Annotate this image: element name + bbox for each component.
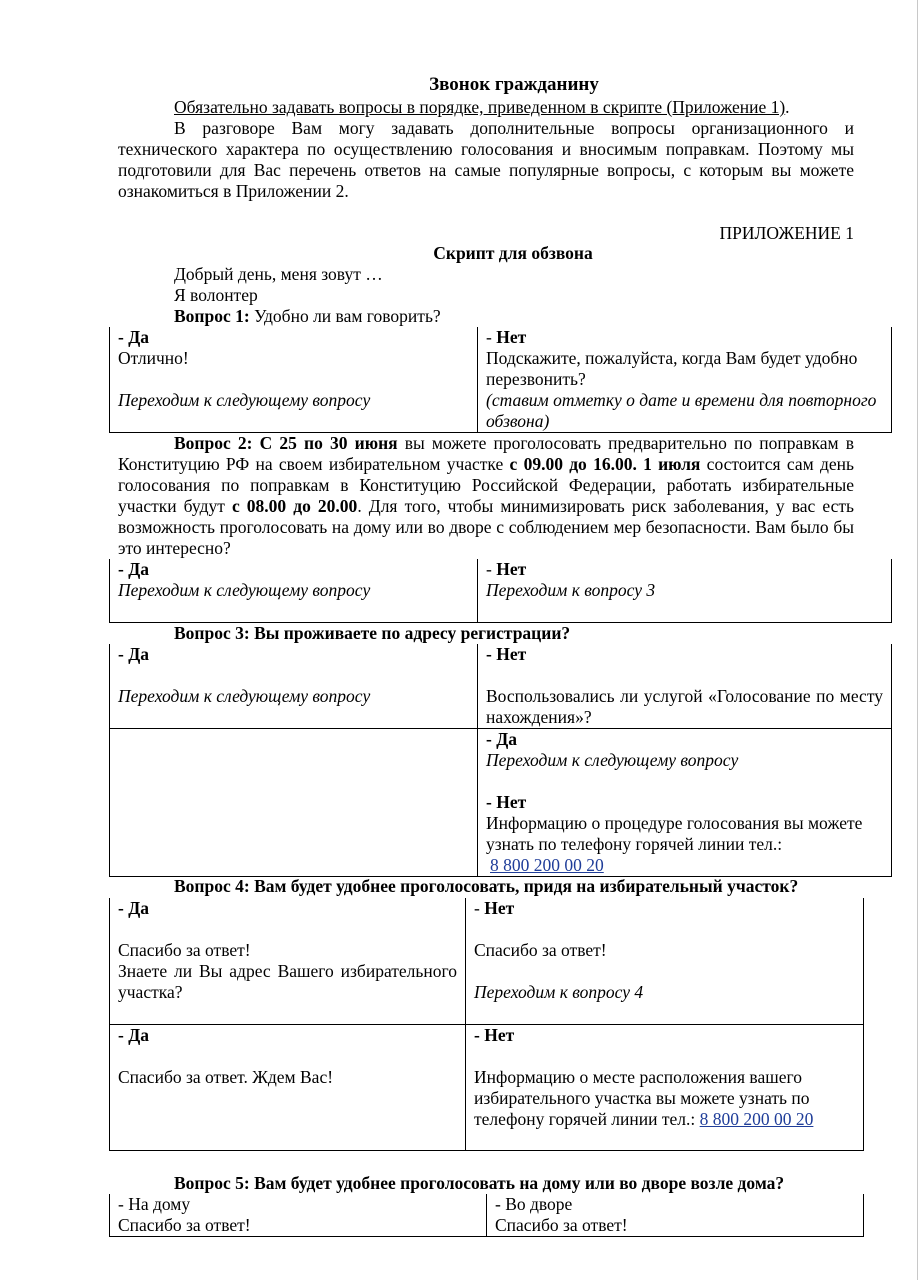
intro-instruction <box>118 97 854 118</box>
q3-sub-no-reply: Информацию о процедуре голосования вы можете узнать по телефону горячей линии тел.: <box>486 813 863 854</box>
q4-hotline-link[interactable]: 8 800 200 00 20 <box>699 1108 814 1129</box>
q3-sub-yes-label: - Да <box>486 729 517 749</box>
q1-no-action: (ставим отметку о дате и времени для повторного обзвона) <box>486 390 877 431</box>
q1-yes-cell <box>110 327 478 433</box>
q3-sub-no-label: - Нет <box>486 792 527 812</box>
question-2-text-1: вы можете проголосовать предварительно по поправкам в Конституцию РФ на своем избирательном участке <box>118 433 854 474</box>
q2-yes-label: - Да <box>118 559 149 579</box>
appendix-label: ПРИЛОЖЕНИЕ 1 <box>719 223 854 243</box>
q4-sub-no-label: - Нет <box>474 1024 515 1045</box>
q4-no-prefix: - <box>474 898 485 918</box>
question-2-text-2: состоится сам день голосования по поправкам в Конституцию Российской Федерации, работать избирательные участки будут <box>118 454 854 516</box>
q4-sub-no-cell <box>466 1024 864 1150</box>
q1-yes-label: - Да <box>118 327 149 347</box>
q3-hotline-link[interactable]: 8 800 200 00 20 <box>490 855 604 875</box>
question-2-text-3: . Для того, чтобы минимизировать риск заболевания, у вас есть возможность проголосовать на дому или во дворе с соблюдением мер безопасности. Вам было бы это интересно? <box>118 496 854 558</box>
q3-empty-cell <box>110 729 478 877</box>
intro-instruction-end: . <box>785 97 790 117</box>
question-2-table <box>109 559 892 623</box>
q4-sub-yes-cell <box>110 1024 466 1150</box>
q2-yes-action: Переходим к следующему вопросу <box>118 580 371 600</box>
document-title: Звонок гражданину <box>429 74 599 95</box>
q2-no-label: Нет <box>496 559 527 579</box>
q3-yes-label: - Да <box>118 644 149 664</box>
q4-sub-yes-label: - Да <box>118 1024 149 1045</box>
q1-no-cell <box>478 327 892 433</box>
q5-home-cell <box>110 1194 487 1237</box>
q4-sub-no-reply <box>474 1067 855 1130</box>
q4-no-label: Нет <box>484 898 515 918</box>
q5-home-reply: Спасибо за ответ! <box>118 1215 251 1235</box>
q4-sub-no-reply-text: Информацию о месте расположения вашего избирательного участка вы можете узнать по телефону горячей линии тел.: <box>474 1066 810 1129</box>
intro-paragraph: В разговоре Вам могу задавать дополнительные вопросы организационного и технического характера по осуществлению голосования и вносимым поправкам. Поэтому мы подготовили для Вас перечень ответов на самые популярные вопросы, с которым вы можете ознакомиться в Приложении 2. <box>118 118 854 201</box>
q3-sub-yes-action: Переходим к следующему вопросу <box>486 750 739 770</box>
q4-no-cell <box>466 898 864 1024</box>
q1-yes-action: Переходим к следующему вопросу <box>118 390 371 410</box>
q4-sub-yes-reply: Спасибо за ответ. Ждем Вас! <box>118 1066 334 1087</box>
script-title: Скрипт для обзвона <box>433 243 593 263</box>
question-1-table <box>109 327 892 433</box>
intro-instruction-text: Обязательно задавать вопросы в порядке, приведенном в скрипте (Приложение 1) <box>174 97 786 117</box>
q4-no-action: Переходим к вопросу 4 <box>474 982 644 1002</box>
q4-yes-reply-1: Спасибо за ответ! <box>118 940 251 960</box>
q2-no-prefix: - <box>486 559 497 579</box>
q5-yard-label: - Во дворе <box>495 1194 573 1214</box>
question-2-bold-1: с 09.00 до 16.00. 1 июля <box>509 454 701 474</box>
greeting-line: Добрый день, меня зовут … <box>174 264 383 284</box>
question-3: Вопрос 3: Вы проживаете по адресу регистрации? <box>174 623 571 643</box>
q3-no-reply: Воспользовались ли услугой «Голосование по месту нахождения»? <box>486 686 883 727</box>
q1-yes-reply: Отлично! <box>118 348 189 368</box>
q1-no-reply: Подскажите, пожалуйста, когда Вам будет удобно перезвонить? <box>486 348 858 389</box>
question-1-label: Вопрос 1: <box>174 306 250 326</box>
q4-yes-label: - Да <box>118 898 149 918</box>
question-1 <box>174 306 441 327</box>
q3-sub-cell <box>478 729 892 877</box>
q1-no-prefix: - <box>486 327 497 347</box>
q4-yes-cell <box>110 898 466 1024</box>
question-5-table <box>109 1194 864 1237</box>
q2-no-cell <box>478 559 892 622</box>
q4-yes-reply-2: Знаете ли Вы адрес Вашего избирательного участка? <box>118 961 457 1002</box>
question-2 <box>118 433 854 559</box>
question-2-label: Вопрос 2: С 25 по 30 июня <box>174 433 398 453</box>
q3-no-label: - Нет <box>486 644 527 664</box>
q4-no-reply: Спасибо за ответ! <box>474 940 607 960</box>
q5-yard-reply: Спасибо за ответ! <box>495 1215 628 1235</box>
q1-no-label: Нет <box>496 327 527 347</box>
q5-home-label: - На дому <box>118 1194 191 1214</box>
q2-no-action: Переходим к вопросу 3 <box>486 580 656 600</box>
volunteer-line: Я волонтер <box>174 285 258 305</box>
question-4-table <box>109 898 864 1151</box>
question-3-table <box>109 644 892 877</box>
q3-no-cell <box>478 644 892 729</box>
question-4: Вопрос 4: Вам будет удобнее проголосовать, придя на избирательный участок? <box>174 876 799 896</box>
q3-yes-cell <box>110 644 478 729</box>
question-1-text: Удобно ли вам говорить? <box>249 306 441 326</box>
question-5: Вопрос 5: Вам будет удобнее проголосовать на дому или во дворе возле дома? <box>174 1173 785 1193</box>
q3-yes-action: Переходим к следующему вопросу <box>118 686 371 706</box>
q2-yes-cell <box>110 559 478 622</box>
q5-yard-cell <box>487 1194 864 1237</box>
question-2-bold-2: с 08.00 до 20.00 <box>231 496 358 516</box>
